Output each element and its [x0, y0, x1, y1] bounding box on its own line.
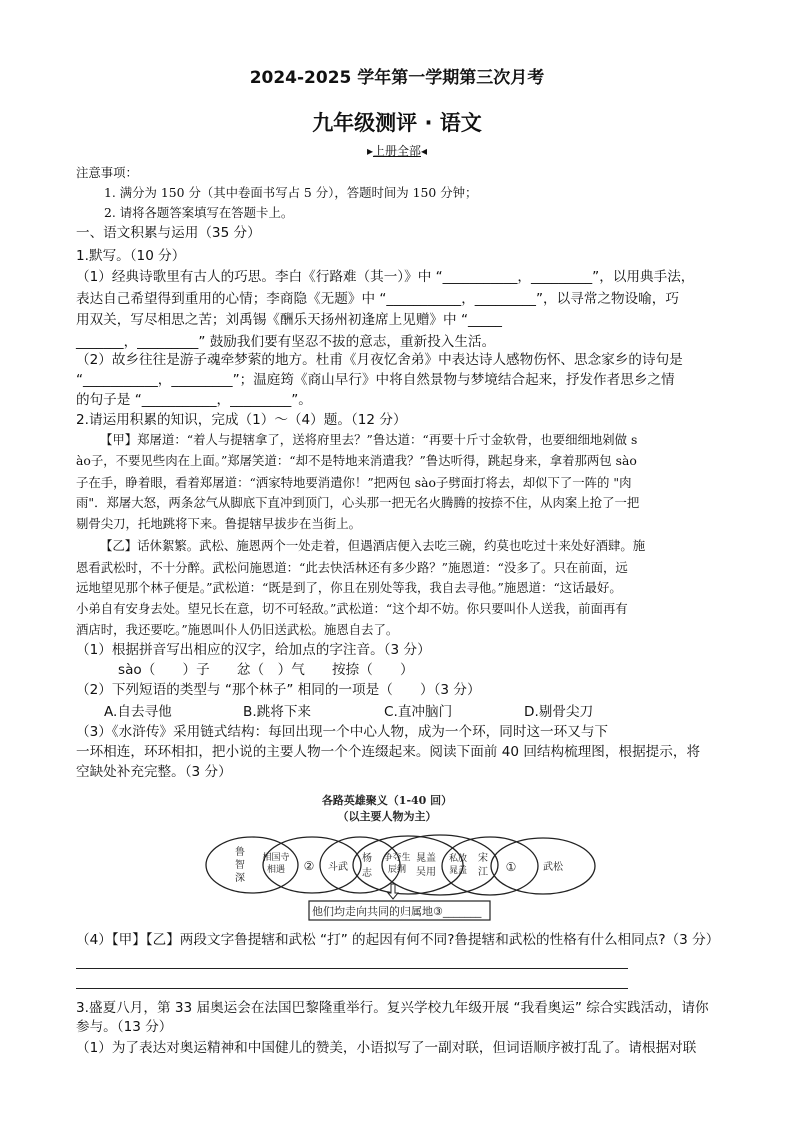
notice-item: 1. 满分为 150 分（其中卷面书写占 5 分），答题时间为 150 分钟； — [104, 185, 478, 200]
conclusion-text: 他们均走向共同的归属地③_______ — [312, 905, 482, 918]
question-2-sub2: （2）下列短语的类型与 “那个林子” 相同的一项是（ ）（3 分） — [76, 682, 481, 698]
passage-yi: 酒店时，我还要吃。”施恩叫仆人仍旧送武松。施恩自去了。 — [76, 622, 399, 637]
question-2-sub3: 一环相连，环环相扣，把小说的主要人物一个个连缀起来。阅读下面前 40 回结构梳理图，根据提示，将 — [76, 744, 701, 760]
diagram-label: 武松 — [543, 862, 563, 873]
exam-scope — [0, 141, 794, 161]
diagram-label: ① — [505, 860, 517, 874]
diagram-label-sifang-chaogai: 私放晁盖 — [448, 854, 467, 876]
passage-yi: 【乙】话休絮繁。武松、施恩两个一处走着，但遇酒店便入去吃三碗，约莫也吃过十来处好酒肆。施 — [100, 538, 646, 553]
triangle-left-icon: ◂ — [421, 144, 428, 158]
exam-subtitle: 九年级测评 · 语文 — [312, 111, 482, 135]
question-1-text: 用双关，写尽相思之苦；刘禹锡《酬乐天扬州初逢席上见赠》中 “_____ — [76, 312, 502, 328]
passage-jia: 剔骨尖刀，托地跳将下来。鲁提辖早拔步在当街上。 — [76, 516, 361, 531]
diagram-label-lu-zhishen: 鲁智深 — [235, 847, 245, 884]
diagram-title: 各路英雄聚义（1-40 回） — [321, 794, 453, 807]
option-c: C.直冲脑门 — [384, 704, 453, 720]
passage-jia: ào子，不要见些肉在上面。”郑屠笑道：“却不是特地来消遣我？”鲁达听得，跳起身来，拿着那两包 sào — [76, 453, 637, 468]
question-1-text: （2）故乡往往是游子魂牵梦萦的地方。杜甫《月夜忆舍弟》中表达诗人感物伤怀、思念家乡的诗句是 — [76, 352, 683, 368]
diagram-label-yang-zhi: 杨志 — [362, 853, 372, 879]
question-2-title: 2.请运用积累的知识，完成（1）～（4）题。（12 分） — [76, 412, 407, 428]
scope-label: 上册全部 — [372, 144, 421, 158]
passage-yi: 远地望见那个林子便是。”武松道：“既是到了，你且在别处等我，我自去寻他。”施恩道：“这话最好。 — [76, 580, 622, 595]
section-heading: 一、语文积累与运用（35 分） — [76, 225, 261, 241]
option-b: B.跳将下来 — [243, 704, 312, 720]
question-3-title: 3.盛夏八月，第 33 届奥运会在法国巴黎隆重举行。复兴学校九年级开展 “我看奥运” 综合实践活动，请你 — [76, 1000, 709, 1016]
question-1-text: “___________，_________”；温庭筠《商山早行》中将自然景物与梦境结合起来，抒发作者思乡之情 — [76, 372, 675, 388]
option-d: D.剔骨尖刀 — [524, 704, 594, 720]
question-2-sub3: （3）《水浒传》采用链式结构：每回出现一个中心人物，成为一个环，同时这一环又与下 — [76, 724, 609, 740]
answer-line — [76, 988, 628, 989]
passage-jia: 子在手，睁着眼，看着郑屠道：“洒家特地要消遣你！”把两包 sào子劈面打将去，却似下了一阵的 "肉 — [76, 475, 632, 490]
diagram-label: ② — [303, 859, 315, 873]
diagram-label-chao-gai-wu-yong: 晁盖吴用 — [416, 853, 436, 878]
question-1-text: _______，_________” 鼓励我们要有坚忍不拔的意志，重新投入生活。 — [76, 334, 496, 350]
exam-title: 2024-2025 学年第一学期第三次月考 — [249, 68, 545, 88]
passage-jia: 雨"．郑屠大怒，两条忿气从脚底下直冲到顶门，心头那一把无名火腾腾的按捺不住，从肉案上抢了一把 — [76, 495, 640, 510]
question-1-text: 表达自己希望得到重用的心情；李商隐《无题》中 “___________，_________”，以寻常之物设喻，巧 — [76, 291, 679, 307]
diagram-label: 斗武 — [328, 862, 348, 873]
question-2-sub3: 空缺处补充完整。（3 分） — [76, 764, 232, 780]
passage-yi: 小弟自有安身去处。望兄长在意，切不可轻敌。”武松道：“这个却不妨。你只要叫仆人送我，前面再有 — [76, 601, 628, 616]
question-2-sub4: （4）【甲】【乙】两段文字鲁提辖和武松 “打” 的起因有何不同?鲁提辖和武松的性格有什么相同点?（3 分） — [76, 932, 720, 948]
answer-line — [76, 968, 628, 969]
diagram-label-song-jiang: 宋江 — [478, 853, 488, 878]
diagram-label-xiangguosi: 相国寺相遇 — [262, 853, 290, 875]
diagram-label-shengchengang: 争夺生辰纲 — [383, 853, 411, 875]
diagram-subtitle: （以主要人物为主） — [337, 810, 437, 823]
question-3-title: 参与。（13 分） — [76, 1019, 173, 1035]
triangle-right-icon: ▸ — [366, 144, 373, 158]
option-a: A.自去寻他 — [104, 704, 172, 720]
notice-item: 2. 请将各题答案填写在答题卡上。 — [104, 205, 294, 220]
question-2-sub1-items: sào（ ）子 忿（ ）气 按捺（ ） — [118, 662, 414, 678]
down-arrow-icon — [388, 884, 398, 899]
notice-heading: 注意事项： — [76, 165, 138, 180]
passage-jia: 【甲】郑屠道：“着人与提辖拿了，送将府里去？”鲁达道：“再要十斤寸金软骨，也要细细地剁做 s — [100, 432, 638, 447]
question-2-sub1: （1）根据拼音写出相应的汉字，给加点的字注音。（3 分） — [76, 642, 431, 658]
question-1-text: 的句子是 “___________，_________”。 — [76, 392, 312, 408]
question-1-title: 1.默写。（10 分） — [76, 248, 186, 264]
question-3-sub1: （1）为了表达对奥运精神和中国健儿的赞美，小语拟写了一副对联，但词语顺序被打乱了。请根据对联 — [76, 1040, 697, 1056]
passage-yi: 恩看武松时，不十分醉。武松问施恩道：“此去快活林还有多少路？”施恩道：“没多了。只在前面，远 — [76, 560, 628, 575]
question-1-text: （1）经典诗歌里有古人的巧思。李白《行路难（其一）》中 “___________，_________”，以用典手法， — [76, 269, 695, 285]
